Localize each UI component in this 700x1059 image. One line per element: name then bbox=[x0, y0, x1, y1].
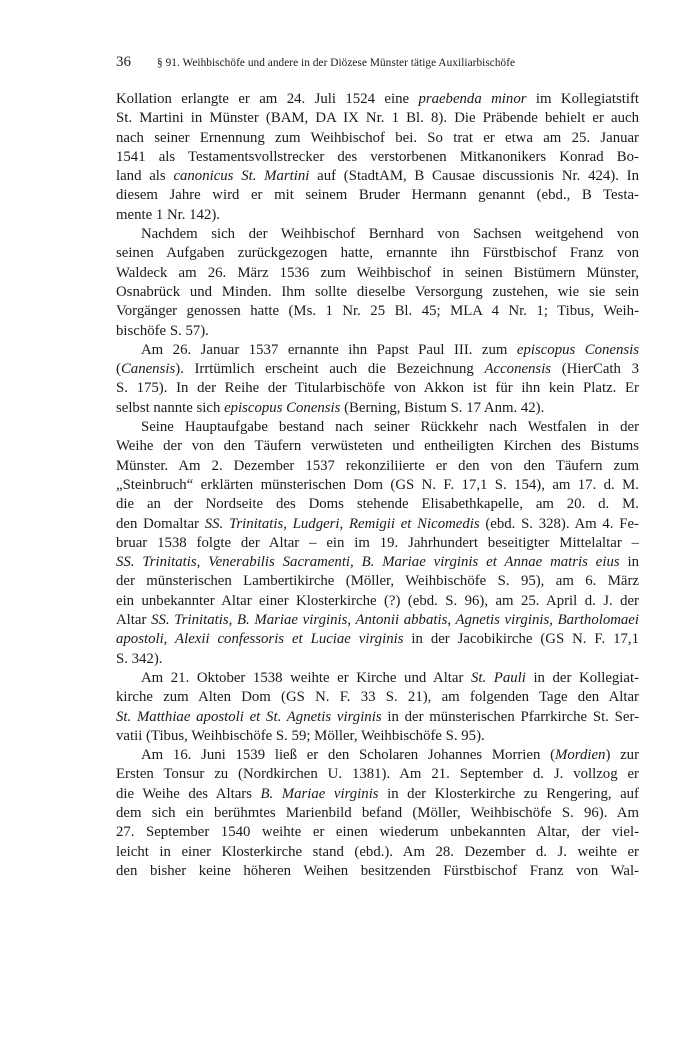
text-run: Am 16. Juni 1539 ließ er den Scholaren Johannes Morrien ( bbox=[141, 747, 556, 764]
text-run: mente 1 Nr. 142). bbox=[116, 206, 220, 223]
text-line bbox=[116, 592, 639, 611]
text-run: die Weihe des Altars bbox=[116, 785, 261, 802]
text-run: Münster. Am 2. Dezember 1537 rekonziliierte er den von den Täufern zum bbox=[116, 457, 639, 474]
text-run: Weihe der von den Täufern verwüsteten und entheiligten Kirchen des Bistums bbox=[116, 438, 639, 455]
text-line bbox=[116, 379, 639, 398]
text-run: (Berning, Bistum S. 17 Anm. 42). bbox=[340, 399, 545, 416]
text-line bbox=[116, 823, 639, 842]
text-run: St. Martini in Münster (BAM, DA IX Nr. 1 Bl. 8). Die Präbende behielt er auch bbox=[116, 110, 639, 127]
text-line bbox=[116, 572, 639, 591]
italic-run: Mordien bbox=[555, 747, 606, 764]
italic-run: apostoli, Alexii confessoris et Luciae virginis bbox=[116, 631, 404, 648]
text-line bbox=[116, 360, 639, 379]
text-run: diesem Jahre wird er mit seinem Bruder Hermann genannt (ebd., B Testa- bbox=[116, 187, 639, 204]
text-run: in der Jacobikirche (GS N. F. 17,1 bbox=[403, 631, 639, 648]
text-line bbox=[116, 109, 639, 128]
text-run: in der münsterischen Pfarrkirche St. Ser- bbox=[381, 708, 639, 725]
text-run: Seine Hauptaufgabe bestand nach seiner Rückkehr nach Westfalen in der bbox=[141, 419, 639, 436]
text-run: bruar 1538 folgte der Altar – ein im 19. Jahrhundert beseitigter Mittelaltar – bbox=[116, 534, 639, 551]
paragraph bbox=[116, 418, 639, 669]
paragraph bbox=[116, 90, 639, 225]
text-run: die an der Nordseite des Doms stehende Elisabethkapelle, am 20. d. M. bbox=[116, 496, 639, 513]
text-line bbox=[116, 264, 639, 283]
text-run: der münsterischen Lambertikirche (Möller, Weihbischöfe S. 95), am 6. März bbox=[116, 573, 639, 590]
italic-run: SS. Trinitatis, Ludgeri, Remigii et Nicomedis bbox=[204, 515, 480, 532]
text-run: S. 342). bbox=[116, 650, 163, 667]
italic-run: praebenda minor bbox=[418, 91, 527, 107]
text-line bbox=[116, 727, 639, 746]
text-line bbox=[116, 129, 639, 148]
running-header bbox=[116, 53, 636, 73]
italic-run: SS. Trinitatis, Venerabilis Sacramenti, B. Mariae virginis et Annae matris eius bbox=[116, 554, 620, 571]
text-run: (HierCath 3 bbox=[551, 361, 639, 378]
text-run: Ersten Tonsur zu (Nordkirchen U. 1381). Am 21. September d. J. vollzog er bbox=[116, 766, 639, 783]
text-line bbox=[116, 515, 639, 534]
text-run: selbst nannte sich bbox=[116, 399, 225, 416]
text-line bbox=[116, 669, 639, 688]
page-number: 36 bbox=[116, 54, 131, 70]
text-run: bischöfe S. 57). bbox=[116, 322, 209, 339]
text-line bbox=[116, 148, 639, 167]
paragraph bbox=[116, 341, 639, 418]
text-run: Waldeck am 26. März 1536 zum Weihbischof in seinen Bistümern Münster, bbox=[116, 264, 639, 281]
italic-run: episcopus Conensis bbox=[224, 399, 341, 416]
text-run: „Steinbruch“ erklärten münsterischen Dom (GS N. F. 17,1 S. 154), am 17. d. M. bbox=[116, 476, 639, 493]
text-line bbox=[116, 90, 639, 109]
text-run: Vorgänger genossen hatte (Ms. 1 Nr. 25 Bl. 45; MLA 4 Nr. 1; Tibus, Weih- bbox=[116, 303, 639, 320]
text-run: kirche zum Alten Dom (GS N. F. 33 S. 21), am folgenden Tage den Altar bbox=[116, 689, 639, 706]
text-run: ). Irrtümlich erscheint auch die Bezeichnung bbox=[175, 361, 485, 378]
text-line bbox=[116, 630, 639, 649]
text-line bbox=[116, 341, 639, 360]
text-run: dem sich ein berühmtes Marienbild befand (Möller, Weihbischöfe S. 96). Am bbox=[116, 804, 639, 821]
text-line bbox=[116, 688, 639, 707]
text-line bbox=[116, 862, 639, 881]
italic-run: SS. Trinitatis, B. Mariae virginis, Antonii abbatis, Agnetis virginis, Bartholomaei bbox=[151, 612, 639, 629]
text-line bbox=[116, 611, 639, 630]
text-run: seinen Aufgaben zurückgezogen hatte, ernannte ihn Fürstbischof Franz von bbox=[116, 245, 639, 262]
text-run: S. 175). In der Reihe der Titularbischöfe von Akkon ist für ihn kein Platz. Er bbox=[116, 380, 639, 397]
text-run: auf (StadtAM, B Causae discussionis Nr. 424). In bbox=[309, 168, 639, 185]
text-run: Nachdem sich der Weihbischof Bernhard von Sachsen weitgehend von bbox=[141, 226, 639, 243]
italic-run: episcopus Conensis bbox=[516, 341, 639, 358]
text-line bbox=[116, 167, 639, 186]
italic-run: St. Matthiae apostoli et St. Agnetis virginis bbox=[116, 708, 382, 725]
text-line bbox=[116, 804, 639, 823]
text-line bbox=[116, 785, 639, 804]
text-run: nach seiner Ernennung zum Weihbischof bei. So trat er etwa am 25. Januar bbox=[116, 129, 639, 146]
text-run: in der Kollegiat- bbox=[525, 669, 639, 686]
text-line bbox=[116, 553, 639, 572]
text-run: Kollation erlangte er am 24. Juli 1524 eine bbox=[116, 91, 419, 107]
text-run: vatii (Tibus, Weihbischöfe S. 59; Möller, Weihbischöfe S. 95). bbox=[116, 727, 485, 744]
text-run: ein unbekannter Altar einer Klosterkirche (?) (ebd. S. 96), am 25. April d. J. der bbox=[116, 592, 639, 609]
text-run: im Kollegiatstift bbox=[526, 91, 639, 107]
text-line bbox=[116, 534, 639, 553]
text-line bbox=[116, 495, 639, 514]
text-run: Altar bbox=[116, 612, 152, 629]
running-title: § 91. Weihbischöfe und andere in der Diözese Münster tätige Auxiliarbischöfe bbox=[157, 57, 516, 69]
paragraph bbox=[116, 746, 639, 881]
text-line bbox=[116, 437, 639, 456]
text-line bbox=[116, 708, 639, 727]
text-run: Osnabrück und Minden. Ihm sollte dieselbe Versorgung zustehen, wie sie sein bbox=[116, 283, 639, 300]
paragraph bbox=[116, 225, 639, 341]
text-run: land als bbox=[116, 168, 174, 185]
text-line bbox=[116, 457, 639, 476]
italic-run: Canensis bbox=[120, 361, 176, 378]
text-run: den bisher keine höheren Weihen besitzenden Fürstbischof Franz von Wal- bbox=[116, 862, 639, 879]
italic-run: canonicus St. Martini bbox=[173, 168, 310, 185]
text-run: ( bbox=[116, 361, 121, 378]
text-line bbox=[116, 225, 639, 244]
text-line bbox=[116, 765, 639, 784]
text-line bbox=[116, 186, 639, 205]
text-run: leicht in einer Klosterkirche stand (ebd.). Am 28. Dezember d. J. weihte er bbox=[116, 843, 639, 860]
italic-run: Acconensis bbox=[484, 361, 552, 378]
paragraph bbox=[116, 669, 639, 746]
italic-run: St. Pauli bbox=[471, 669, 526, 686]
text-line bbox=[116, 206, 639, 225]
text-line bbox=[116, 843, 639, 862]
text-line bbox=[116, 399, 639, 418]
body-text bbox=[116, 90, 639, 881]
text-line bbox=[116, 322, 639, 341]
text-line bbox=[116, 746, 639, 765]
text-line bbox=[116, 283, 639, 302]
text-run: Am 26. Januar 1537 ernannte ihn Papst Paul III. zum bbox=[141, 341, 517, 358]
text-run: Am 21. Oktober 1538 weihte er Kirche und Altar bbox=[141, 669, 471, 686]
text-run: in bbox=[619, 554, 639, 571]
italic-run: B. Mariae virginis bbox=[260, 785, 379, 802]
text-run: (ebd. S. 328). Am 4. Fe- bbox=[479, 515, 639, 532]
text-run: ) zur bbox=[605, 747, 639, 764]
text-run: in der Klosterkirche zu Rengering, auf bbox=[378, 785, 639, 802]
text-run: 27. September 1540 weihte er einen wiederum unbekannten Altar, der viel- bbox=[116, 824, 639, 841]
text-line bbox=[116, 650, 639, 669]
text-run: 1541 als Testamentsvollstrecker des verstorbenen Mitkanonikers Konrad Bo- bbox=[116, 148, 639, 165]
text-run: den Domaltar bbox=[116, 515, 205, 532]
text-line bbox=[116, 302, 639, 321]
text-line bbox=[116, 418, 639, 437]
text-line bbox=[116, 244, 639, 263]
text-line bbox=[116, 476, 639, 495]
